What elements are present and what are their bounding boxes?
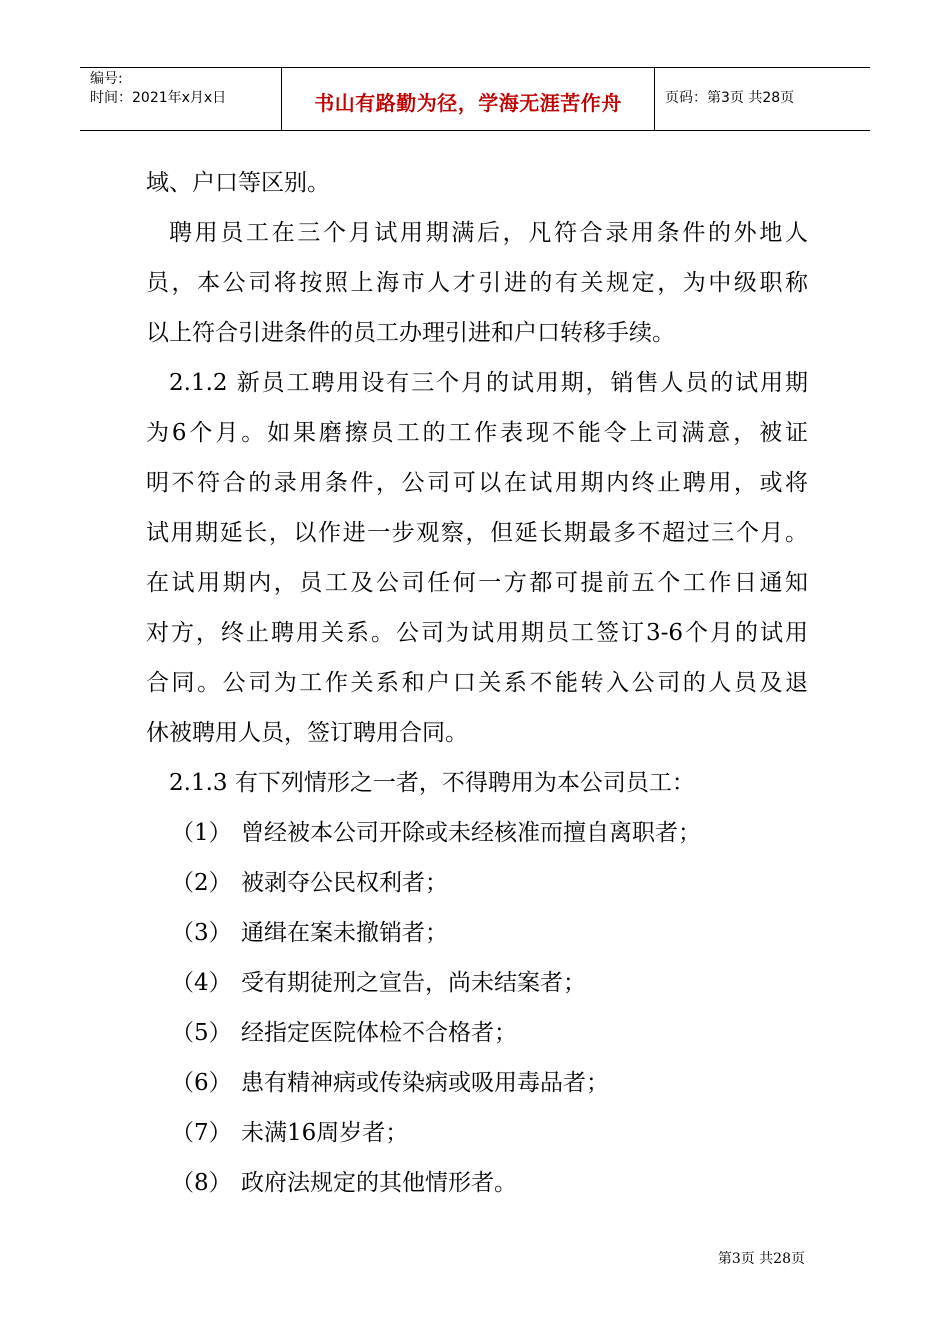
paragraph-line: 合同。公司为工作关系和户口关系不能转入公司的人员及退 [146,670,808,696]
paragraph-line: 以上符合引进条件的员工办理引进和户口转移手续。 [146,320,675,346]
list-item-text: 经指定医院体检不合格者； [241,1020,517,1046]
list-item-text: 未满16周岁者； [241,1120,409,1146]
list-item-number: （8） [171,1170,232,1196]
list-item [146,958,808,1008]
list-item [146,1158,808,1208]
paragraph-line: 聘用员工在三个月试用期满后，凡符合录用条件的外地人 [169,220,808,246]
list-item-text: 曾经被本公司开除或未经核准而擅自离职者； [241,820,701,846]
paragraph-line: 为6个月。如果磨擦员工的工作表现不能令上司满意，被证 [146,420,808,446]
document-time-label: 时间：2021年x月x日 [90,90,227,106]
paragraph-line: 对方，终止聘用关系。公司为试用期员工签订3-6个月的试用 [146,620,808,646]
paragraph-line: 2.1.2 新员工聘用设有三个月的试用期，销售人员的试用期 [169,370,808,396]
list-item-text: 受有期徒刑之宣告，尚未结案者； [241,970,586,996]
list-item-text: 政府法规定的其他情形者。 [241,1170,517,1196]
paragraph-line: 明不符合的录用条件，公司可以在试用期内终止聘用，或将 [146,470,808,496]
page-footer: 第3页 共28页 [717,1251,805,1267]
list-item-number: （4） [171,970,232,996]
list-item [146,858,808,908]
list-item-number: （3） [171,920,232,946]
list-item-text: 被剥夺公民权利者； [241,870,448,896]
section-heading-2-1-3: 2.1.3 有下列情形之一者，不得聘用为本公司员工： [169,770,695,796]
list-item-number: （6） [171,1070,232,1096]
paragraph-line: 试用期延长，以作进一步观察，但延长期最多不超过三个月。 [146,520,808,546]
document-number-label: 编号: [90,71,123,87]
header-motto-cell [282,68,655,130]
header-page-cell [655,68,870,130]
header-meta-cell [80,68,282,130]
list-item-number: （7） [171,1120,232,1146]
list-item [146,808,808,858]
paragraph-line: 休被聘用人员，签订聘用合同。 [146,720,468,746]
list-item-text: 患有精神病或传染病或吸用毒品者； [241,1070,609,1096]
header-page-info: 页码：第3页 共28页 [665,90,795,106]
page-header [80,67,870,131]
list-item-text: 通缉在案未撤销者； [241,920,448,946]
list-item [146,908,808,958]
list-item-number: （5） [171,1020,232,1046]
paragraph-line: 员，本公司将按照上海市人才引进的有关规定，为中级职称 [146,270,808,296]
list-item-number: （2） [171,870,232,896]
list-item [146,1108,808,1158]
document-body [146,158,808,1208]
paragraph-line: 域、户口等区别。 [146,170,330,196]
list-item [146,1008,808,1058]
header-motto: 书山有路勤为径，学海无涯苦作舟 [314,91,622,115]
list-item-number: （1） [171,820,232,846]
list-item [146,1058,808,1108]
paragraph-line: 在试用期内，员工及公司任何一方都可提前五个工作日通知 [146,570,808,596]
